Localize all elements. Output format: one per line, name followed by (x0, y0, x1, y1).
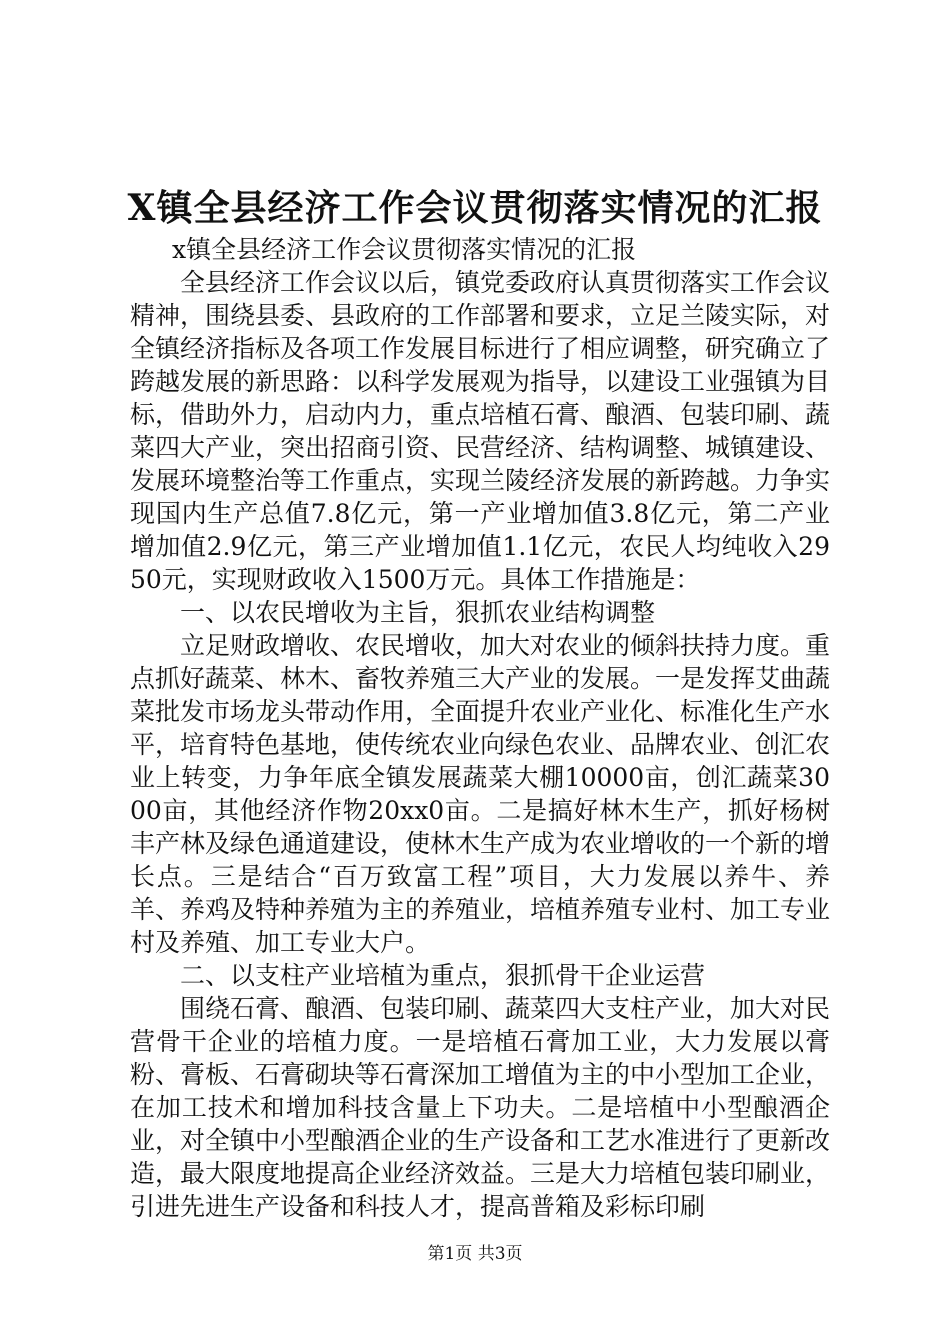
page-footer: 第1页 共3页 (427, 1244, 523, 1264)
document-title: X镇全县经济工作会议贯彻落实情况的汇报 (127, 187, 823, 229)
section-heading-2: 二、以支柱产业培植为重点，狠抓骨干企业运营 (180, 961, 706, 990)
document-subtitle: x镇全县经济工作会议贯彻落实情况的汇报 (172, 235, 637, 264)
document-body (130, 233, 830, 1223)
section-heading-1: 一、以农民增收为主旨，狠抓农业结构调整 (180, 598, 656, 627)
paragraph-section-1: 立足财政增收、农民增收，加大对农业的倾斜扶持力度。重点抓好蔬菜、林木、畜牧养殖三大产业的发展。一是发挥艾曲蔬菜批发市场龙头带动作用，全面提升农业产业化、标准化生产水平，培育特色基地，使传统农业向绿色农业、品牌农业、创汇农业上转变，力争年底全镇发展蔬菜大棚10000亩，创汇蔬菜3000亩，其他经济作物20xx0亩。二是搞好林木生产，抓好杨树丰产林及绿色通道建设，使林木生产成为农业增收的一个新的增长点。三是结合“百万致富工程”项目，大力发展以养牛、养羊、养鸡及特种养殖为主的养殖业，培植养殖专业村、加工专业村及养殖、加工专业大户。 (130, 631, 831, 957)
paragraph-intro: 全县经济工作会议以后，镇党委政府认真贯彻落实工作会议精神，围绕县委、县政府的工作部署和要求，立足兰陵实际，对全镇经济指标及各项工作发展目标进行了相应调整，研究确立了跨越发展的新思路：以科学发展观为指导，以建设工业强镇为目标，借助外力，启动内力，重点培植石膏、酿酒、包装印刷、蔬菜四大产业，突出招商引资、民营经济、结构调整、城镇建设、发展环境整治等工作重点，实现兰陵经济发展的新跨越。力争实现国内生产总值7.8亿元，第一产业增加值3.8亿元，第二产业增加值2.9亿元，第三产业增加值1.1亿元，农民人均纯收入2950元，实现财政收入1500万元。具体工作措施是： (130, 268, 831, 594)
paragraph-section-2: 围绕石膏、酿酒、包装印刷、蔬菜四大支柱产业，加大对民营骨干企业的培植力度。一是培植石膏加工业，大力发展以膏粉、膏板、石膏砌块等石膏深加工增值为主的中小型加工企业，在加工技术和增加科技含量上下功夫。二是培植中小型酿酒企业，对全镇中小型酿酒企业的生产设备和工艺水准进行了更新改造，最大限度地提高企业经济效益。三是大力培植包装印刷业，引进先进生产设备和科技人才，提高普箱及彩标印刷 (130, 994, 831, 1221)
